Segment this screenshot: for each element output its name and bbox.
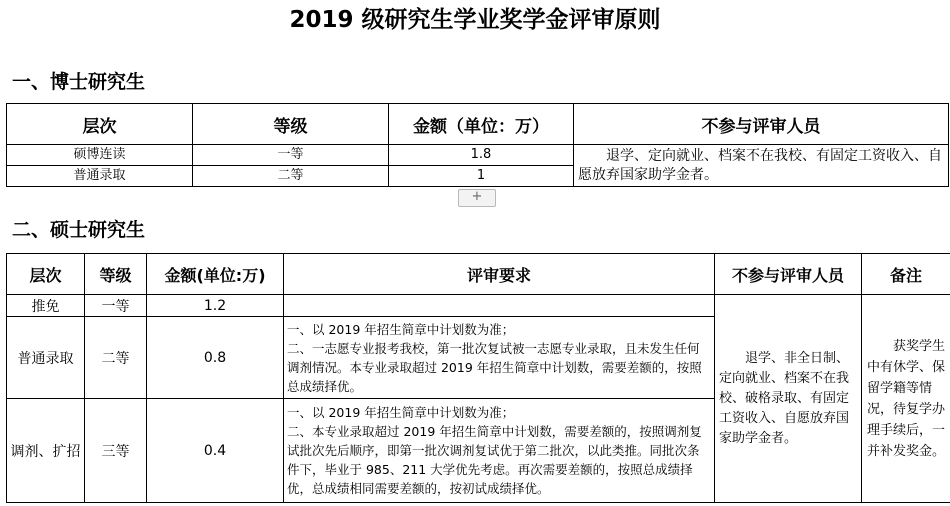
grade-cell: 一等 (193, 145, 389, 166)
table-row (7, 295, 950, 317)
header-requirements: 评审要求 (284, 254, 715, 295)
requirement-line: 二、一志愿专业报考我校，第一批次复试被一志愿专业录取，且未发生任何调剂情况。本专业录取超过 2019 年招生简章中计划数，需要差额的，按照总成绩择优。 (287, 340, 702, 394)
amount-cell: 1.2 (147, 295, 284, 317)
phd-table (6, 103, 949, 187)
amount-cell: 0.4 (147, 399, 284, 503)
table-row (7, 145, 949, 166)
level-cell: 普通录取 (7, 317, 85, 399)
requirement-line: 一、以 2019 年招生简章中计划数为准； (287, 321, 515, 337)
header-level: 层次 (7, 104, 193, 145)
requirements-cell (284, 295, 715, 317)
level-cell: 硕博连读 (7, 145, 193, 166)
amount-cell: 0.8 (147, 317, 284, 399)
requirement-line: 一、以 2019 年招生简章中计划数为准； (287, 405, 515, 420)
amount-cell: 1 (389, 166, 574, 187)
excluded-cell: 退学、定向就业、档案不在我校、有固定工资收入、自愿放弃国家助学金者。 (574, 145, 949, 187)
header-amount: 金额（单位：万） (389, 104, 574, 145)
header-level: 层次 (7, 254, 85, 295)
level-cell: 调剂、扩招 (7, 399, 85, 503)
grade-cell: 二等 (85, 317, 147, 399)
master-header-row (7, 254, 950, 295)
master-section-heading: 二、硕士研究生 (12, 219, 146, 241)
add-row-button[interactable]: + (458, 189, 496, 207)
phd-header-row (7, 104, 949, 145)
grade-cell: 三等 (85, 399, 147, 503)
level-cell: 推免 (7, 295, 85, 317)
requirement-line: 二、本专业录取超过 2019 年招生简章中计划数，需要差额的，按照调剂复试批次先后顺序，即第一批次调剂复试优于第二批次，以此类推。同批次条件下，毕业于 985、211 大学优先考虑。再次需要差额的，按照总成绩择优，总成绩相同需要差额的，按初试成绩择优。 (287, 424, 702, 496)
master-table (6, 253, 950, 503)
grade-cell: 一等 (85, 295, 147, 317)
header-excluded: 不参与评审人员 (574, 104, 949, 145)
phd-section-heading: 一、博士研究生 (12, 71, 146, 93)
grade-cell: 二等 (193, 166, 389, 187)
document-title: 2019 级研究生学业奖学金评审原则 (289, 7, 661, 33)
requirements-cell (284, 399, 715, 503)
excluded-cell: 退学、非全日制、定向就业、档案不在我校、破格录取、有固定工资收入、自愿放弃国家助学金者。 (715, 295, 862, 503)
header-excluded: 不参与评审人员 (715, 254, 862, 295)
requirements-cell (284, 317, 715, 399)
header-note: 备注 (862, 254, 950, 295)
note-cell: 获奖学生中有休学、保留学籍等情况，待复学办理手续后，一并补发奖金。 (862, 295, 950, 503)
header-amount: 金额(单位:万) (147, 254, 284, 295)
header-grade: 等级 (85, 254, 147, 295)
header-grade: 等级 (193, 104, 389, 145)
amount-cell: 1.8 (389, 145, 574, 166)
level-cell: 普通录取 (7, 166, 193, 187)
